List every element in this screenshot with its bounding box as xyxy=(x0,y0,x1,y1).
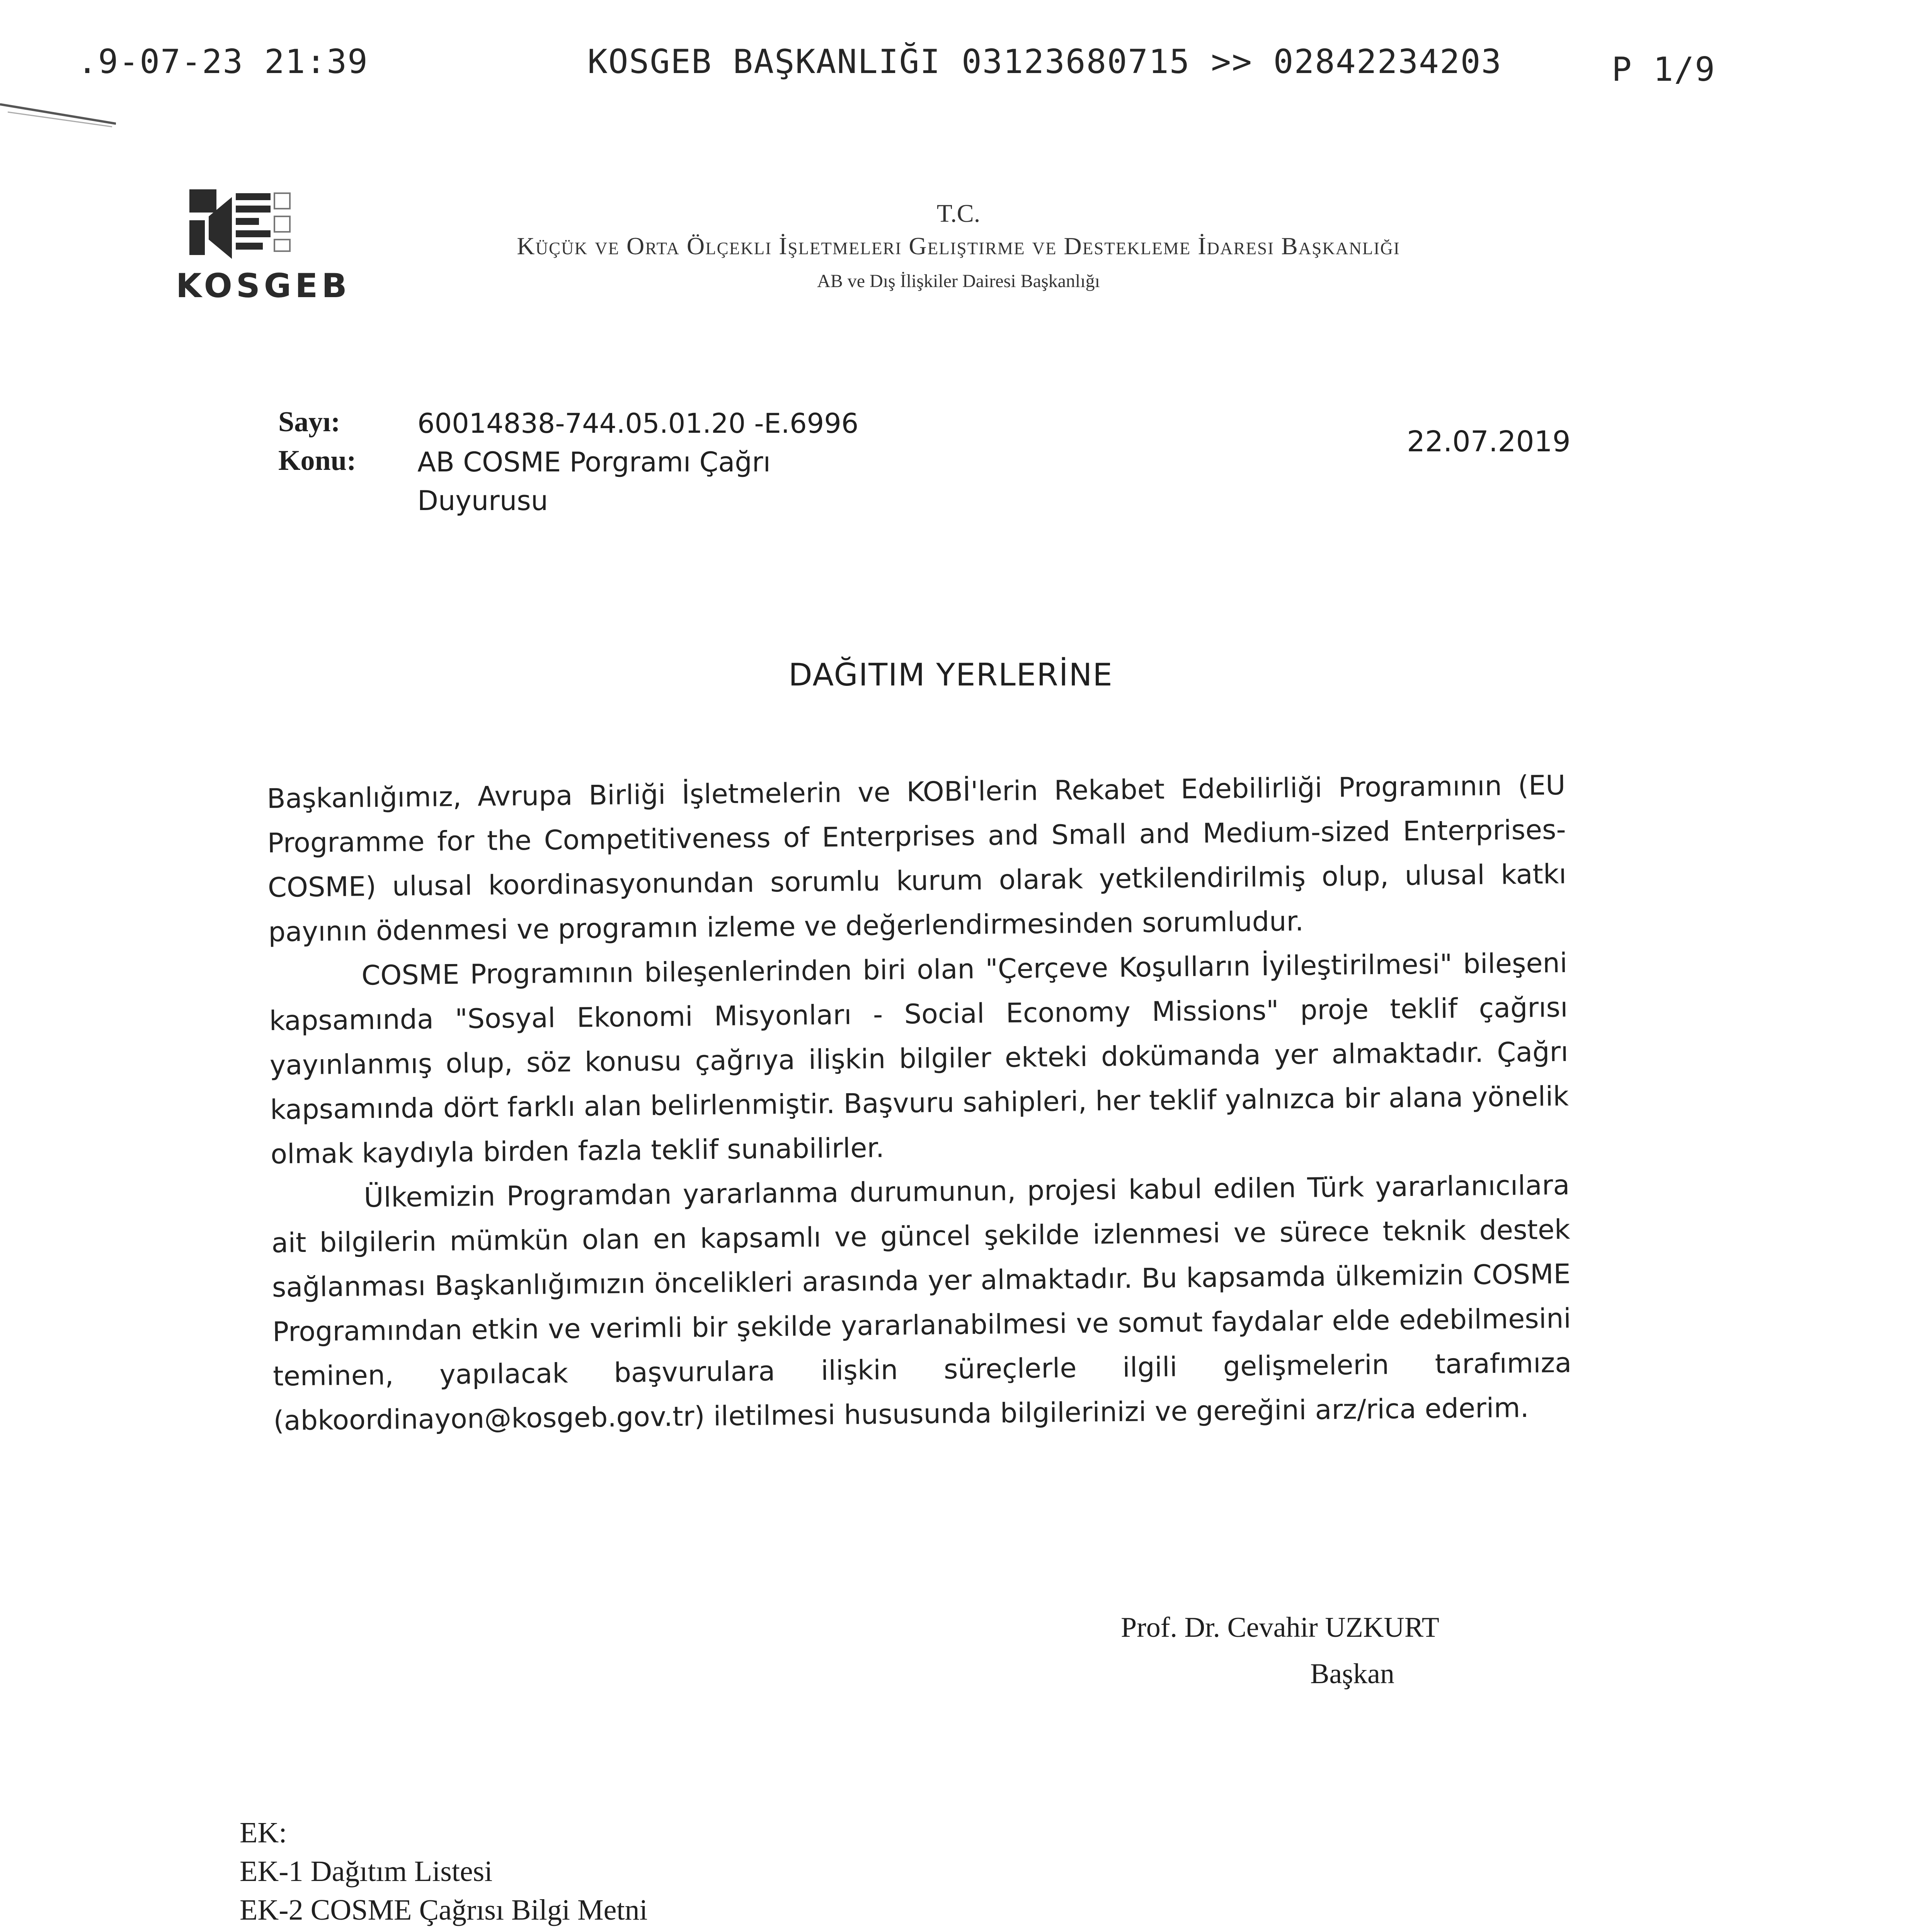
attachment-item-1: EK-1 Dağıtım Listesi xyxy=(240,1855,493,1888)
konu-label: Konu: xyxy=(278,445,356,476)
sayi-label: Sayı: xyxy=(278,406,340,438)
document-date: 22.07.2019 xyxy=(1407,425,1571,458)
attachment-item-2: EK-2 COSME Çağrısı Bilgi Metni xyxy=(240,1894,648,1926)
fax-corner-mark xyxy=(0,97,116,128)
letterhead-country: T.C. xyxy=(936,199,981,228)
signatory-name: Prof. Dr. Cevahir UZKURT xyxy=(1121,1612,1439,1643)
addressee: DAĞITIM YERLERİNE xyxy=(788,657,1113,693)
konu-value-cont: Duyurusu xyxy=(417,485,548,517)
letterhead-organization: Küçük ve Orta Ölçekli İşletmeleri Geliştirme ve Destekleme İdaresi Başkanlığı xyxy=(517,232,1400,260)
fax-datetime: .9-07-23 21:39 xyxy=(77,43,368,81)
sayi-value: 60014838-744.05.01.20 -E.6996 xyxy=(417,408,859,439)
attachments-label: EK: xyxy=(240,1816,287,1849)
body-paragraph-2: COSME Programının bileşenlerinden biri olan "Çerçeve Koşulların İyileştirilmesi" bileşeni kapsamında "Sosyal Ekonomi Misyonları - Social Economy Missions" proje teklif çağrısı yayınlanmış olup, söz konusu çağrıya ilişkin bilgiler ekteki dokümanda yer almaktadır. Çağrı kapsamında dört farklı alan belirlenmiştir. Başvuru sahipleri, her teklif yalnızca bir alana yönelik olmak kaydıyla birden fazla teklif sunabilirler. xyxy=(269,947,1569,1170)
letterhead-department: AB ve Dış İlişkiler Dairesi Başkanlığı xyxy=(817,271,1100,291)
body-paragraph-1: Başkanlığımız, Avrupa Birliği İşletmelerin ve KOBİ'lerin Rekabet Edebilirliği Programının (EU Programme for the Competitiveness of Enterprises and Small and Medium-sized Enterprises-COSME) ulusal koordinasyonundan sorumlu kurum olarak yetkilendirilmiş olup, ulusal katkı payının ödenmesi ve programın izleme ve değerlendirmesinden sorumludur. xyxy=(267,769,1567,948)
logo-wordmark: KOSGEB xyxy=(176,267,351,305)
signatory-title: Başkan xyxy=(1310,1658,1394,1690)
fax-page: P 1/9 xyxy=(1612,50,1716,89)
letter-body xyxy=(267,763,1572,1443)
konu-value: AB COSME Porgramı Çağrı xyxy=(417,446,771,478)
fax-sender: KOSGEB BAŞKANLIĞI 03123680715 >> 02842234203 xyxy=(587,43,1502,81)
body-paragraph-3: Ülkemizin Programdan yararlanma durumunun, projesi kabul edilen Türk yararlanıcılara ait bilgilerin mümkün olan en kapsamlı ve güncel şekilde izlenmesi ve sürece teknik destek sağlanması Başkanlığımızın öncelikleri arasında yer almaktadır. Bu kapsamda ülkemizin COSME Programından etkin ve verimli bir şekilde yararlanabilmesi ve somut faydalar elde edebilmesini teminen, yapılacak başvurulara ilişkin süreçlerle ilgili gelişmelerin tarafımıza (abkoordinayon@kosgeb.gov.tr) iletilmesi hususunda bilgilerinizi ve gereğini arz/rica ederim. xyxy=(271,1169,1572,1437)
